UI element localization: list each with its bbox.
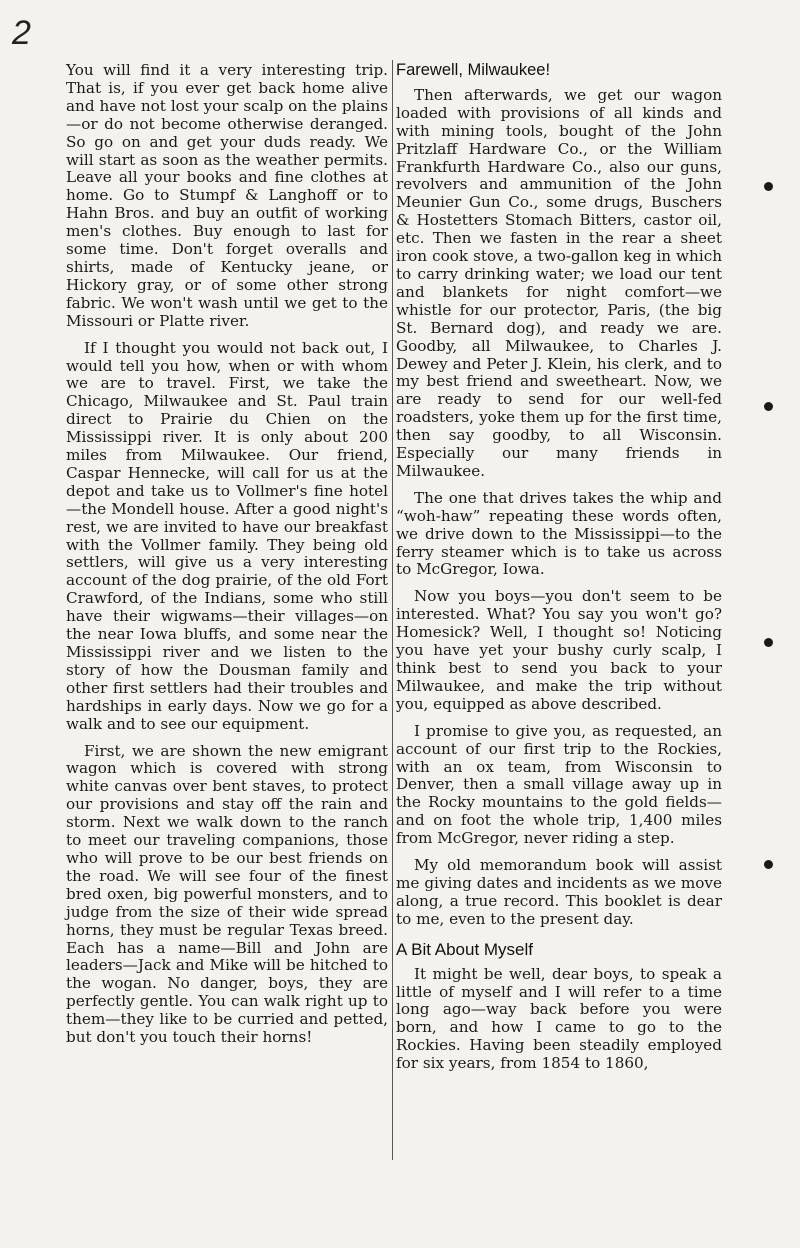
right-column (396, 62, 722, 1082)
right-paragraph-4: I promise to give you, as requested, an account of our first trip to the Rockies, with an ox team, from Wisconsin to Denver, then a small village away up in the Rocky mountains to the gold fields—and on foot the whole trip, 1,400 miles from McGregor, never riding a step. (396, 721, 722, 848)
page-number: 2 (12, 14, 31, 52)
left-paragraph-3: First, we are shown the new emigrant wagon which is covered with strong white canvas over bent staves, to protect our provisions and stay off the rain and storm. Next we walk down to the ranch to meet our traveling companions, those who will prove to be our best friends on the road. We will see four of the finest bred oxen, big powerful monsters, and to judge from the size of their wide spread horns, they must be regular Texas breed. Each has a name—Bill and John are leaders—Jack and Mike will be hitched to the wogan. No danger, boys, they are perfectly gentle. You can walk right up to them—they like to be curried and petted, but don't you touch their horns! (66, 741, 388, 1047)
punch-hole-mark (764, 182, 773, 191)
section-heading-about-myself: A Bit About Myself (396, 939, 534, 959)
column-divider (392, 60, 393, 1160)
left-column (66, 62, 388, 1056)
punch-hole-mark (764, 638, 773, 647)
right-paragraph-3: Now you boys—you don't seem to be interested. What? You say you won't go? Homesick? Well, I thought so! Noticing you have yet your bushy curly scalp, I think best to send you back to your Milwaukee, and make the trip without you, equipped as above described. (396, 587, 722, 713)
punch-hole-mark (764, 402, 773, 411)
right-paragraph-5: My old memorandum book will assist me giving dates and incidents as we move along, a true record. This booklet is dear to me, even to the present day. (396, 856, 722, 928)
right-paragraph-2: The one that drives takes the whip and “woh-haw” repeating these words often, we drive down to the Mississippi—to the ferry steamer which is to take us across to McGregor, Iowa. (396, 488, 722, 579)
section-heading-farewell: Farewell, Milwaukee! (396, 61, 551, 79)
left-paragraph-1: You will find it a very interesting trip. That is, if you ever get back home alive and have not lost your scalp on the plains—or do not become otherwise deranged. So go on and get your duds ready. We will start as soon as the weather permits. Leave all your books and fine clothes at home. Go to Stumpf & Langhoff or to Hahn Bros. and buy an outfit of working men's clothes. Buy enough to last for some time. Don't forget overalls and shirts, made of Kentucky jeane, or Hickory gray, or of some other strong fabric. We won't wash until we get to the Missouri or Platte river. (66, 61, 388, 330)
right-paragraph-6: It might be well, dear boys, to speak a little of myself and I will refer to a time long ago—way back before you were born, and how I came to go to the Rockies. Having been steadily employed for six years, from 1854 to 1860, (396, 964, 722, 1073)
punch-hole-mark (764, 860, 773, 869)
right-paragraph-1: Then afterwards, we get our wagon loaded with provisions of all kinds and with mining tools, bought of the John Pritzlaff Hardware Co., or the William Frankfurth Hardware Co., also our guns, revolvers and ammunition of the John Meunier Gun Co., some drugs, Buschers & Hostetters Stomach Bitters, castor oil, etc. Then we fasten in the rear a sheet iron cook stove, a two-gallon keg in which to carry drinking water; we load our tent and blankets for night comfort—we whistle for our protector, Paris, (the big St. Bernard dog), and ready we are. Goodby, all Milwaukee, to Charles J. Dewey and Peter J. Klein, his clerk, and to my best friend and sweetheart. Now, we are ready to send for our well-fed roadsters, yoke them up for the first time, then say goodby, to all Wisconsin. Especially our many friends in Milwaukee. (396, 85, 722, 480)
left-paragraph-2: If I thought you would not back out, I would tell you how, when or with whom we are to travel. First, we take the Chicago, Milwaukee and St. Paul train direct to Prairie du Chien on the Mississippi river. It is only about 200 miles from Milwaukee. Our friend, Caspar Hennecke, will call for us at the depot and take us to Vollmer's fine hotel—the Mondell house. After a good night's rest, we are invited to have our breakfast with the Vollmer family. They being old settlers, will give us a very interesting account of the dog prairie, of the old Fort Crawford, of the Indians, some who still have their wigwams—their villages—on the near Iowa bluffs, and some near the Mississippi river and we listen to the story of how the Dousman family and other first settlers had their troubles and hardships in early days. Now we go for a walk and to see our equipment. (66, 338, 388, 733)
